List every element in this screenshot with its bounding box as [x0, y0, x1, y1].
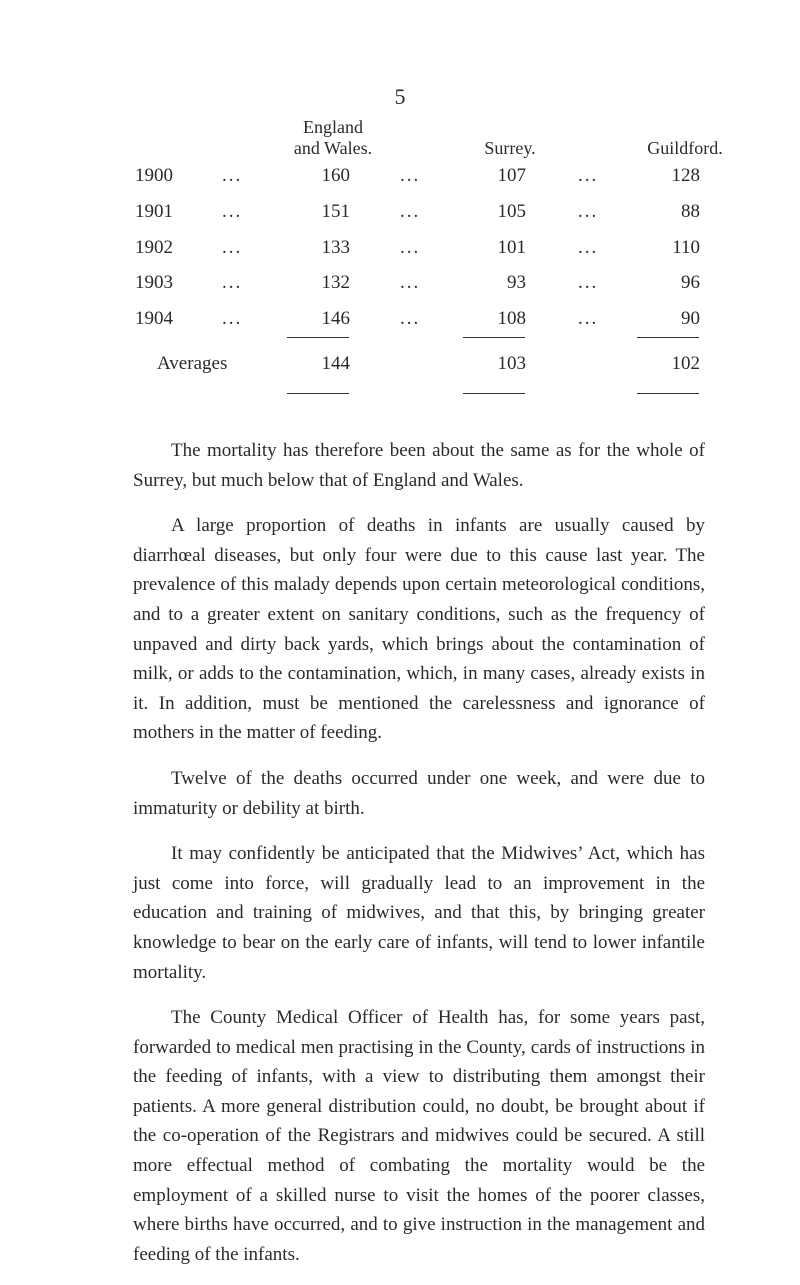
- column-header-surrey: Surrey.: [484, 138, 536, 158]
- year-cell: 1900: [135, 165, 173, 186]
- leader-dots: ...: [222, 272, 243, 293]
- leader-dots: ...: [578, 272, 599, 293]
- england-wales-value: 132: [321, 272, 350, 293]
- leader-dots: ...: [222, 308, 243, 329]
- leader-dots: ...: [400, 201, 421, 222]
- england-wales-value: 151: [321, 201, 350, 222]
- guildford-value: 110: [672, 237, 700, 258]
- table-row: [0, 165, 800, 191]
- leader-dots: ...: [578, 201, 599, 222]
- england-wales-value: 146: [321, 308, 350, 329]
- guildford-value: 88: [681, 201, 700, 222]
- leader-dots: ...: [400, 165, 421, 186]
- surrey-value: 108: [497, 308, 526, 329]
- sum-rule: [463, 393, 525, 394]
- surrey-value: 93: [507, 272, 526, 293]
- year-cell: 1901: [135, 201, 173, 222]
- guildford-value: 90: [681, 308, 700, 329]
- paragraph: A large proportion of deaths in infants are usually caused by diarrhœal diseases, but only four were due to this cause last year. The prevalence of this malady depends upon certain meteorological conditions, and to a greater extent on sanitary conditions, such as the frequency of unpaved and dirty back yards, which brings about the contamination of milk, or adds to the contamination, which, in many cases, already exists in it. In addition, must be mentioned the carelessness and ignorance of mothers in the matter of feeding.: [133, 515, 705, 744]
- page-number: 5: [394, 84, 406, 109]
- england-wales-average: 144: [321, 353, 350, 374]
- table-row: [0, 201, 800, 227]
- leader-dots: ...: [578, 308, 599, 329]
- column-header-england-line-1: England: [303, 117, 363, 137]
- column-header-england-line-2: and Wales.: [293, 138, 373, 158]
- surrey-value: 107: [497, 165, 526, 186]
- paragraph: The mortality has therefore been about the same as for the whole of Surrey, but much below that of England and Wales.: [133, 440, 705, 491]
- leader-dots: ...: [400, 272, 421, 293]
- paragraph: Twelve of the deaths occurred under one week, and were due to immaturity or debility at birth.: [133, 767, 705, 819]
- year-cell: 1904: [135, 308, 173, 329]
- table-row: [0, 308, 800, 334]
- sum-rule: [637, 337, 699, 338]
- paragraph: It may confidently be anticipated that the Midwives’ Act, which has just come into force, will gradually lead to an improvement in the education and training of midwives, and that this, by bringing greater knowledge to bear on the early care of infants, will tend to lower infantile mortality.: [133, 843, 705, 983]
- sum-rule: [637, 393, 699, 394]
- leader-dots: ...: [222, 165, 243, 186]
- england-wales-value: 160: [321, 165, 350, 186]
- averages-row: [0, 353, 800, 379]
- table-row: [0, 272, 800, 298]
- averages-label: Averages: [157, 353, 228, 374]
- column-header-england-wales: [258, 117, 408, 159]
- guildford-average: 102: [671, 353, 700, 374]
- leader-dots: ...: [222, 237, 243, 258]
- leader-dots: ...: [400, 237, 421, 258]
- leader-dots: ...: [578, 165, 599, 186]
- table-row: [0, 237, 800, 263]
- column-header-guildford: Guildford.: [647, 138, 723, 158]
- year-cell: 1903: [135, 272, 173, 293]
- sum-rule: [287, 393, 349, 394]
- guildford-value: 128: [671, 165, 700, 186]
- leader-dots: ...: [400, 308, 421, 329]
- surrey-value: 101: [497, 237, 526, 258]
- surrey-average: 103: [497, 353, 526, 374]
- sum-rule: [463, 337, 525, 338]
- leader-dots: ...: [222, 201, 243, 222]
- body-text: [133, 436, 705, 1285]
- sum-rule: [287, 337, 349, 338]
- surrey-value: 105: [497, 201, 526, 222]
- guildford-value: 96: [681, 272, 700, 293]
- paragraph: The County Medical Officer of Health has, for some years past, forwarded to medical men practising in the County, cards of instructions in the feeding of infants, with a view to distributing them amongst their patients. A more general distribution could, no doubt, be brought about if the co-operation of the Registrars and midwives could be secured. A still more effectual method of combating the mortality would be the employment of a skilled nurse to visit the homes of the poorer classes, where births have occurred, and to give instruction in the management and feeding of the infants.: [133, 1007, 705, 1265]
- leader-dots: ...: [578, 237, 599, 258]
- england-wales-value: 133: [321, 237, 350, 258]
- year-cell: 1902: [135, 237, 173, 258]
